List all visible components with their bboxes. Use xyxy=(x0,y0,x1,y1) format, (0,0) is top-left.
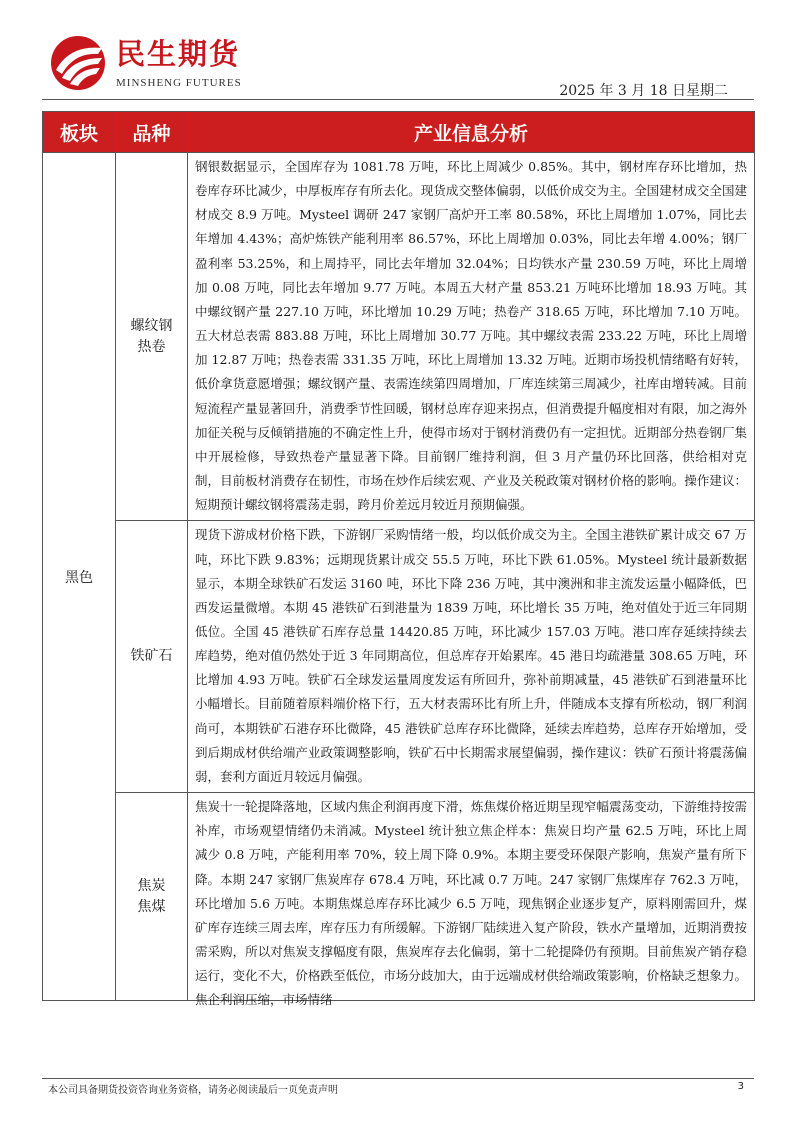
footer-divider xyxy=(42,1078,754,1079)
page-number: 3 xyxy=(737,1081,744,1092)
brand-name-en: MINSHENG FUTURES xyxy=(116,77,242,89)
disclaimer-note: 本公司具备期货投资咨询业务资格，请务必阅读最后一页免责声明 xyxy=(48,1085,338,1096)
variety-cell xyxy=(116,153,188,521)
table-row xyxy=(43,521,755,793)
variety-cell xyxy=(116,521,188,793)
variety-cell xyxy=(116,793,188,1001)
variety-label: 热卷 xyxy=(137,338,166,355)
sector-cell: 黑色 xyxy=(43,153,116,1001)
minsheng-logo-icon xyxy=(48,34,108,92)
column-header-sector: 板块 xyxy=(43,112,116,153)
report-date: 2025 年 3 月 18 日星期二 xyxy=(559,83,728,99)
table-header-row xyxy=(43,112,755,153)
analysis-text: 钢银数据显示，全国库存为 1081.78 万吨，环比上周减少 0.85%。其中，钢材库存环比增加，热卷库存环比减少，中厚板库存有所去化。现货成交整体偏弱，以低价成交为主。全国建材成交全国建材成交 8.9 万吨。Mysteel 调研 247 家钢厂高炉开工率 80.58%，环比上周增加 1.07%，同比去年增加 4.43%；高炉炼铁产能利用率 86.57%，环比上周增加 0.03%，同比去年增 4.00%；钢厂盈利率 53.25%，和上周持平，同比去年增加 32.04%；日均铁水产量 230.59 万吨，环比上周增加 0.08 万吨，同比去年增加 9.77 万吨。本周五大材产量 853.21 万吨环比增加 18.93 万吨。其中螺纹钢产量 227.10 万吨，环比增加 10.29 万吨；热卷产 318.65 万吨，环比增加 7.10 万吨。五大材总表需 883.88 万吨，环比上周增加 30.77 万吨。其中螺纹表需 233.22 万吨，环比上周增加 12.87 万吨；热卷表需 331.35 万吨，环比上周增加 13.32 万吨。近期市场投机情绪略有好转，低价拿货意愿增强；螺纹钢产量、表需连续第四周增加，厂库连续第三周减少，社库由增转减。目前短流程产量显著回升，消费季节性回暖，钢材总库存迎来拐点，但消费提升幅度相对有限，加之海外加征关税与反倾销措施的不确定性上升，使得市场对于钢材消费仍有一定担忧。近期部分热卷钢厂集中开展检修，导致热卷产量显著下降。目前钢厂维持利润，但 3 月产量仍环比回落，供给相对克制，目前板材消费存在韧性，市场在炒作后续宏观、产业及关税政策对钢材价格的影响。操作建议：短期预计螺纹钢将震荡走弱，跨月价差远月较近月预期偏强。 xyxy=(188,153,755,521)
industry-analysis-table xyxy=(42,111,755,1008)
brand-name-cn: 民生期货 xyxy=(116,37,241,71)
table-row xyxy=(43,153,755,521)
variety-label: 焦煤 xyxy=(137,898,166,915)
column-header-analysis: 产业信息分析 xyxy=(188,112,755,153)
analysis-text-body: 焦炭十一轮提降落地，区域内焦企利润再度下滑，炼焦煤价格近期呈现窄幅震荡变动，下游维持按需补库，市场观望情绪仍未消减。Mysteel 统计独立焦企样本：焦炭日均产量 62.5 万吨，环比上周减少 0.8 万吨，产能利用率 70%，较上周下降 0.9%。本期主要受环保限产影响，焦炭产量有所下降。本期 247 家钢厂焦炭库存 678.4 万吨，环比减 0.7 万吨。247 家钢厂焦煤库存 762.3 万吨，环比增加 5.6 万吨。本期焦煤总库存环比减少 6.5 万吨，现焦钢企业逐步复产，原料刚需回升，煤矿库存连续三周去库，库存压力有所缓解。下游钢厂陆续进入复产阶段，铁水产量增加，近期消费按需采购，所以对焦炭支撑幅度有限，焦炭库存去化偏弱，第十二轮提降仍有预期。目前焦炭产销存稳运行，变化不大，价格跌至低位，市场分歧加大，由于远端成材供给端政策影响，价格缺乏想象力。焦企利润压缩，市场情绪 xyxy=(195,799,747,1008)
analysis-text: 现货下游成材价格下跌，下游钢厂采购情绪一般，均以低价成交为主。全国主港铁矿累计成交 67 万吨，环比下跌 9.83%；远期现货累计成交 55.5 万吨，环比下跌 61.05%。Mysteel 统计最新数据显示，本期全球铁矿石发运 3160 吨，环比下降 236 万吨，其中澳洲和非主流发运量小幅降低，巴西发运量微增。本期 45 港铁矿石到港量为 1839 万吨，环比增长 35 万吨，绝对值处于近三年同期低位。全国 45 港铁矿石库存总量 14420.85 万吨，环比减少 157.03 万吨。港口库存延续持续去库趋势，绝对值仍然处于近 3 年同期高位，但总库存开始累库。45 港日均疏港量 308.65 万吨，环比增加 4.93 万吨。铁矿石全球发运量周度发运有所回升，弥补前期减量，45 港铁矿石到港量环比小幅增长。目前随着原料端价格下行，五大材表需环比有所上升，伴随成本支撑有所松动，钢厂利润尚可，本期铁矿石港存环比微降，45 港铁矿总库存环比微降，延续去库趋势，总库存开始增加，受到后期成材供给端产业政策调整影响，铁矿石中长期需求展望偏弱，操作建议：铁矿石预计将震荡偏弱，套利方面近月较远月偏强。 xyxy=(188,521,755,793)
analysis-text xyxy=(188,793,755,1008)
variety-label: 铁矿石 xyxy=(130,648,173,665)
variety-label: 螺纹钢 xyxy=(130,317,173,334)
variety-label: 焦炭 xyxy=(137,877,166,894)
table-row xyxy=(43,793,755,1001)
column-header-variety: 品种 xyxy=(116,112,188,153)
header-divider xyxy=(42,99,754,100)
